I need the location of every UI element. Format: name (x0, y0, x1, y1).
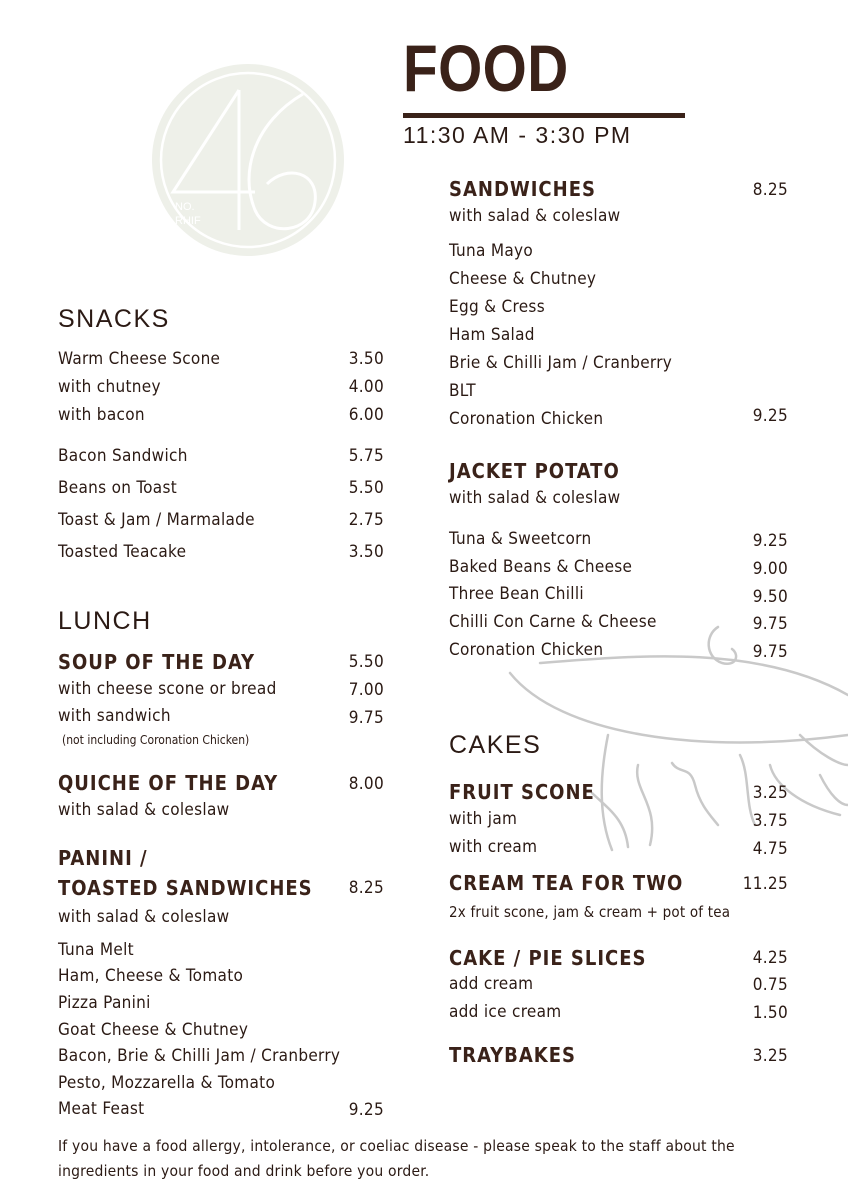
allergy-notice (58, 1134, 818, 1184)
coronation-chicken-price: 9.25 (752, 406, 788, 426)
panini-item: Bacon, Brie & Chilli Jam / Cranberry (58, 1046, 341, 1066)
sandwich-item: Coronation Chicken (449, 409, 604, 429)
jacket-title: JACKET POTATO (449, 459, 620, 483)
jacket-item-name: Three Bean Chilli (449, 584, 584, 604)
opening-hours: 11:30 AM - 3:30 PM (403, 122, 632, 148)
snack-item-name: Warm Cheese Scone (58, 349, 221, 369)
cream-tea-description: 2x fruit scone, jam & cream + pot of tea (449, 903, 731, 921)
panini-item: Ham, Cheese & Tomato (58, 966, 244, 986)
panini-item: Pizza Panini (58, 993, 151, 1013)
sandwiches-price: 8.25 (752, 180, 788, 200)
title-underline (403, 113, 685, 118)
panini-title-line2: TOASTED SANDWICHES (58, 876, 313, 900)
cream-tea-price: 11.25 (742, 874, 788, 894)
meat-feast-price: 9.25 (348, 1100, 384, 1120)
cake-option-name: add ice cream (449, 1002, 562, 1022)
fruit-scone-option-name: with cream (449, 837, 538, 857)
snack-item-name: Beans on Toast (58, 478, 178, 498)
sandwich-item: Egg & Cress (449, 297, 545, 317)
sandwich-item: Brie & Chilli Jam / Cranberry (449, 353, 673, 373)
jacket-item-name: Baked Beans & Cheese (449, 557, 633, 577)
snack-item-name: with chutney (58, 377, 161, 397)
snack-item-price: 5.75 (348, 446, 384, 466)
cream-tea-title: CREAM TEA FOR TWO (449, 871, 684, 895)
sandwiches-title: SANDWICHES (449, 177, 596, 201)
logo-small-text-1: NO. (175, 201, 195, 213)
jacket-item-price: 9.75 (752, 614, 788, 634)
fruit-scone-option-price: 3.75 (752, 811, 788, 831)
sandwiches-subtitle: with salad & coleslaw (449, 206, 621, 226)
logo-small-text-2: RHIF (175, 215, 201, 227)
quiche-subtitle: with salad & coleslaw (58, 800, 230, 820)
soup-note: (not including Coronation Chicken) (62, 733, 250, 747)
cafe-logo (135, 62, 361, 258)
snack-item-name: Bacon Sandwich (58, 446, 188, 466)
soup-option-price: 9.75 (348, 708, 384, 728)
sandwich-item: Tuna Mayo (449, 241, 534, 261)
allergy-notice-line1: If you have a food allergy, intolerance, or coeliac disease - please speak to the staff about the (58, 1137, 735, 1155)
panini-title-line1: PANINI / (58, 846, 148, 870)
cakes-heading: CAKES (449, 731, 542, 759)
page-title: FOOD (403, 31, 569, 105)
jacket-item-price: 9.50 (752, 587, 788, 607)
allergy-notice-line2: ingredients in your food and drink before you order. (58, 1162, 430, 1180)
cake-slices-price: 4.25 (752, 948, 788, 968)
jacket-item-name: Tuna & Sweetcorn (449, 529, 592, 549)
snack-item-price: 3.50 (348, 349, 384, 369)
fruit-scone-title: FRUIT SCONE (449, 780, 595, 804)
panini-item: Tuna Melt (58, 940, 134, 960)
snack-item-price: 5.50 (348, 478, 384, 498)
jacket-item-price: 9.00 (752, 559, 788, 579)
soup-option-price: 7.00 (348, 680, 384, 700)
snacks-heading: SNACKS (58, 305, 170, 333)
cake-option-name: add cream (449, 974, 534, 994)
fruit-scone-option-name: with jam (449, 809, 518, 829)
quiche-title: QUICHE OF THE DAY (58, 771, 279, 795)
snack-item-name: with bacon (58, 405, 145, 425)
cake-option-price: 0.75 (752, 975, 788, 995)
snack-item-price: 3.50 (348, 542, 384, 562)
lunch-heading: LUNCH (58, 607, 152, 635)
quiche-price: 8.00 (348, 774, 384, 794)
fruit-scone-option-price: 4.75 (752, 839, 788, 859)
panini-price: 8.25 (348, 878, 384, 898)
sandwich-item: Cheese & Chutney (449, 269, 597, 289)
jacket-subtitle: with salad & coleslaw (449, 488, 621, 508)
panini-item: Goat Cheese & Chutney (58, 1020, 249, 1040)
traybakes-price: 3.25 (752, 1046, 788, 1066)
soup-option-name: with sandwich (58, 706, 171, 726)
cake-option-price: 1.50 (752, 1003, 788, 1023)
jacket-item-name: Coronation Chicken (449, 640, 604, 660)
snack-item-price: 4.00 (348, 377, 384, 397)
panini-item: Pesto, Mozzarella & Tomato (58, 1073, 276, 1093)
panini-subtitle: with salad & coleslaw (58, 907, 230, 927)
teapot-sketch-decoration (500, 615, 848, 915)
snack-item-price: 2.75 (348, 510, 384, 530)
traybakes-title: TRAYBAKES (449, 1043, 577, 1067)
soup-title: SOUP OF THE DAY (58, 650, 256, 674)
sandwich-item: BLT (449, 381, 476, 401)
snack-item-name: Toast & Jam / Marmalade (58, 510, 255, 530)
jacket-item-name: Chilli Con Carne & Cheese (449, 612, 657, 632)
cake-slices-title: CAKE / PIE SLICES (449, 946, 647, 970)
jacket-item-price: 9.75 (752, 642, 788, 662)
soup-price: 5.50 (348, 652, 384, 672)
jacket-item-price: 9.25 (752, 531, 788, 551)
sandwich-item: Ham Salad (449, 325, 535, 345)
panini-item: Meat Feast (58, 1099, 145, 1119)
fruit-scone-price: 3.25 (752, 783, 788, 803)
snack-item-price: 6.00 (348, 405, 384, 425)
soup-option-name: with cheese scone or bread (58, 679, 277, 699)
snack-item-name: Toasted Teacake (58, 542, 187, 562)
